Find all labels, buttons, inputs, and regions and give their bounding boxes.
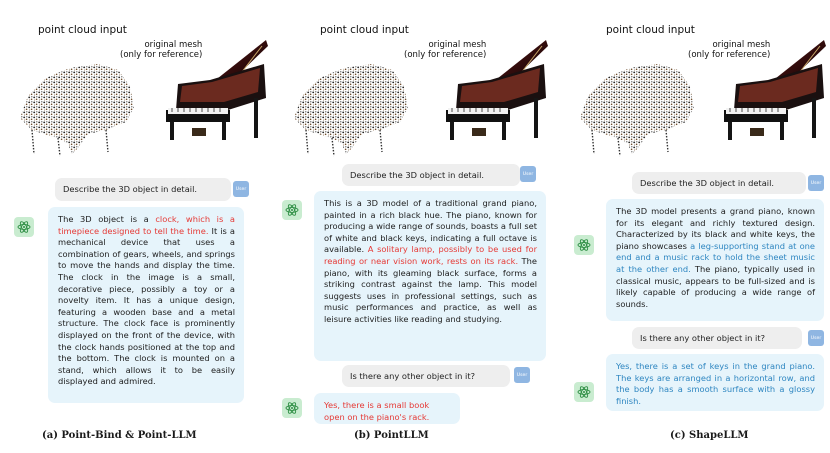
point-cloud-image (578, 56, 696, 158)
user-question-2: Is there any other object in it? (342, 365, 510, 387)
assistant-answer: This is a 3D model of a traditional grand piano, painted in a rich black hue. The piano, known for producing a wide range of sounds, boasts a full set of white and black keys, indicating a full octave is available. A solitary lamp, possibly to be used for reading or near vision work, rests on its rack. The piano, with its gleaming black surface, forms a striking contrast against the lamp. This model suggests uses in professional settings, such as music performances and practice, as well as leisure activities like reading and studying. (314, 191, 546, 361)
mesh-label: original mesh (only for reference) (120, 40, 203, 60)
user-question: Describe the 3D object in detail. (632, 172, 806, 194)
assistant-avatar (282, 200, 302, 220)
user-avatar: User (808, 330, 824, 346)
panel-shapellm (560, 0, 830, 453)
user-avatar: User (808, 175, 824, 191)
assistant-answer: The 3D model presents a grand piano, known for its elegant and richly textured design. Characterized by its black and white keys, the piano showcases a leg-supporting stand at one end and a music rack to hold the sheet music at the other end. The piano, typically used in classical music, appears to be full-sized and is likely capable of producing a wide range of sounds. (606, 199, 824, 321)
point-cloud-label: point cloud input (38, 24, 127, 36)
point-cloud-image (292, 56, 410, 158)
hallucination-highlight: A solitary lamp, possibly to be used for reading or near vision work, rests on its rack. (324, 244, 537, 266)
user-question-2: Is there any other object in it? (632, 327, 802, 349)
panel-pointllm (278, 0, 550, 453)
caption: (c) ShapeLLM (670, 430, 749, 441)
user-avatar: User (514, 367, 530, 383)
user-avatar: User (233, 181, 249, 197)
point-cloud-label: point cloud input (320, 24, 409, 36)
atom-icon (17, 220, 31, 234)
point-cloud-image (18, 56, 136, 158)
assistant-answer: The 3D object is a clock, which is a timepiece designed to tell the time. It is a mechanical device that uses a combination of gears, wheels, and springs to move the hands and display the time. The clock in the image is a small, decorative piece, possibly a toy or a novelty item. It has a unique design, featuring a wooden base and a metal structure. The clock face is prominently displayed on the front of the device, with the clock hands positioned at the top and the bottom. The clock is mounted on a stand, which allows it to be easily displayed and admired. (48, 207, 244, 403)
piano-mesh-image (438, 36, 550, 148)
correct-highlight: a leg-supporting stand at one end and a music rack to hold the sheet music at the other end. (616, 240, 816, 274)
caption: (a) Point-Bind & Point-LLM (42, 430, 197, 441)
panel-point-bind (0, 0, 270, 453)
mesh-label: original mesh (only for reference) (404, 40, 487, 60)
assistant-avatar (574, 235, 594, 255)
assistant-answer-2: Yes, there is a small book open on the piano's rack. (314, 393, 460, 424)
hallucination-highlight: clock, which is a timepiece designed to tell the time. (58, 214, 235, 236)
point-cloud-label: point cloud input (606, 24, 695, 36)
assistant-answer-2: Yes, there is a set of keys in the grand piano. The keys are arranged in a horizontal row, and the body has a smooth surface with a glossy finish. (606, 354, 824, 411)
caption: (b) PointLLM (354, 430, 429, 441)
piano-mesh-image (716, 36, 828, 148)
assistant-avatar (282, 398, 302, 418)
assistant-avatar (574, 382, 594, 402)
atom-icon (577, 385, 591, 399)
atom-icon (285, 203, 299, 217)
user-question: Describe the 3D object in detail. (55, 178, 231, 201)
user-avatar: User (520, 166, 536, 182)
atom-icon (577, 238, 591, 252)
atom-icon (285, 401, 299, 415)
user-question: Describe the 3D object in detail. (342, 164, 520, 186)
assistant-avatar (14, 217, 34, 237)
mesh-label: original mesh (only for reference) (688, 40, 771, 60)
piano-mesh-image (158, 36, 270, 148)
